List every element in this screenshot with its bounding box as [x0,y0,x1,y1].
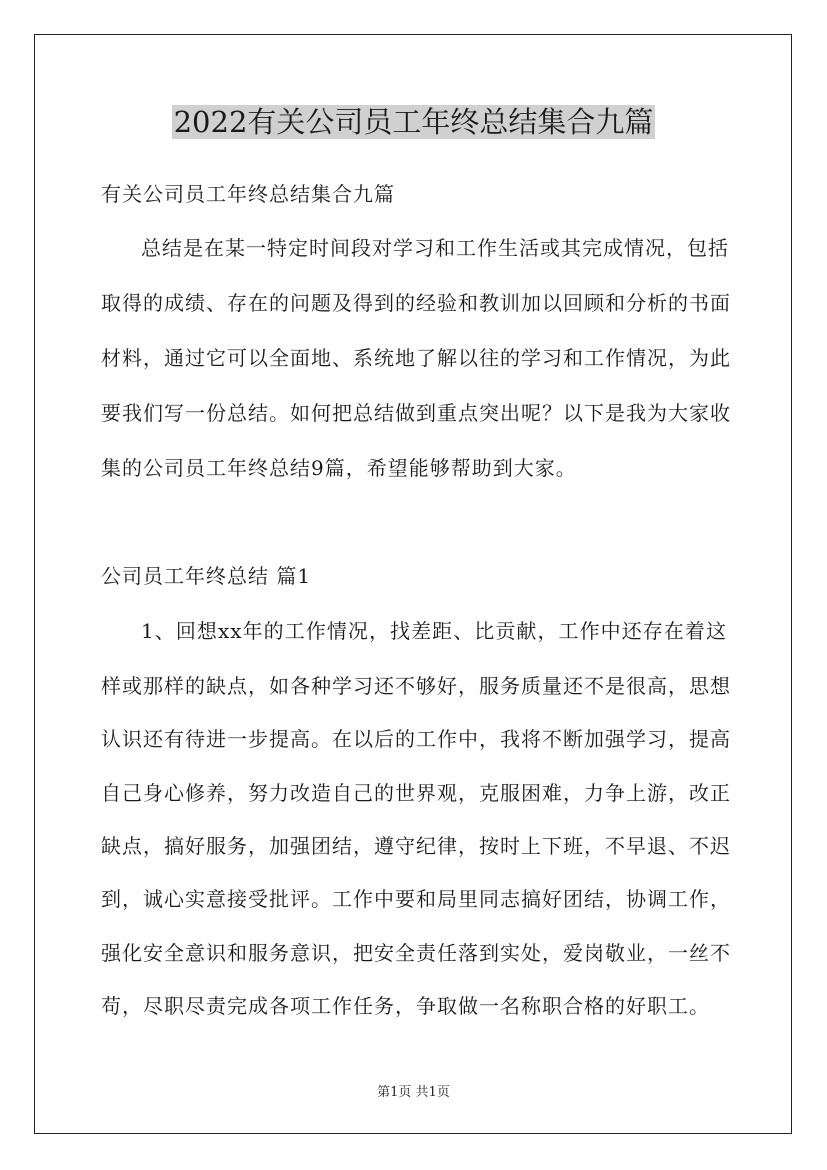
section-heading: 公司员工年终总结 篇1 [101,564,312,588]
section-line: 样或那样的缺点，如各种学习还不够好，服务质量还不是很高，思想 [101,674,731,698]
document-title [0,100,827,144]
intro-line: 集的公司员工年终总结9篇，希望能够帮助到大家。 [101,456,577,480]
section-line: 缺点，搞好服务，加强团结，遵守纪律，按时上下班，不早退、不迟 [101,834,731,858]
intro-line: 总结是在某一特定时间段对学习和工作生活或其完成情况，包括 [141,236,729,260]
section-line: 到，诚心实意接受批评。工作中要和局里同志搞好团结，协调工作， [101,887,731,911]
section-line: 自己身心修养，努力改造自己的世界观，克服困难，力争上游，改正 [101,781,731,805]
intro-line: 材料，通过它可以全面地、系统地了解以往的学习和工作情况，为此 [101,346,731,370]
section-line: 1、回想xx年的工作情况，找差距、比贡献，工作中还存在着这 [141,619,727,643]
page-footer: 第1页 共1页 [377,1085,450,1100]
section-line: 认识还有待进一步提高。在以后的工作中，我将不断加强学习，提高 [101,727,731,751]
section-line: 苟，尽职尽责完成各项工作任务，争取做一名称职合格的好职工。 [101,994,710,1018]
intro-line: 要我们写一份总结。如何把总结做到重点突出呢？以下是我为大家收 [101,401,731,425]
intro-line: 取得的成绩、存在的问题及得到的经验和教训加以回顾和分析的书面 [101,291,731,315]
document-title-text: 2022有关公司员工年终总结集合九篇 [173,105,654,139]
section-line: 强化安全意识和服务意识，把安全责任落到实处，爱岗敬业，一丝不 [101,941,731,965]
document-subtitle: 有关公司员工年终总结集合九篇 [101,182,395,206]
